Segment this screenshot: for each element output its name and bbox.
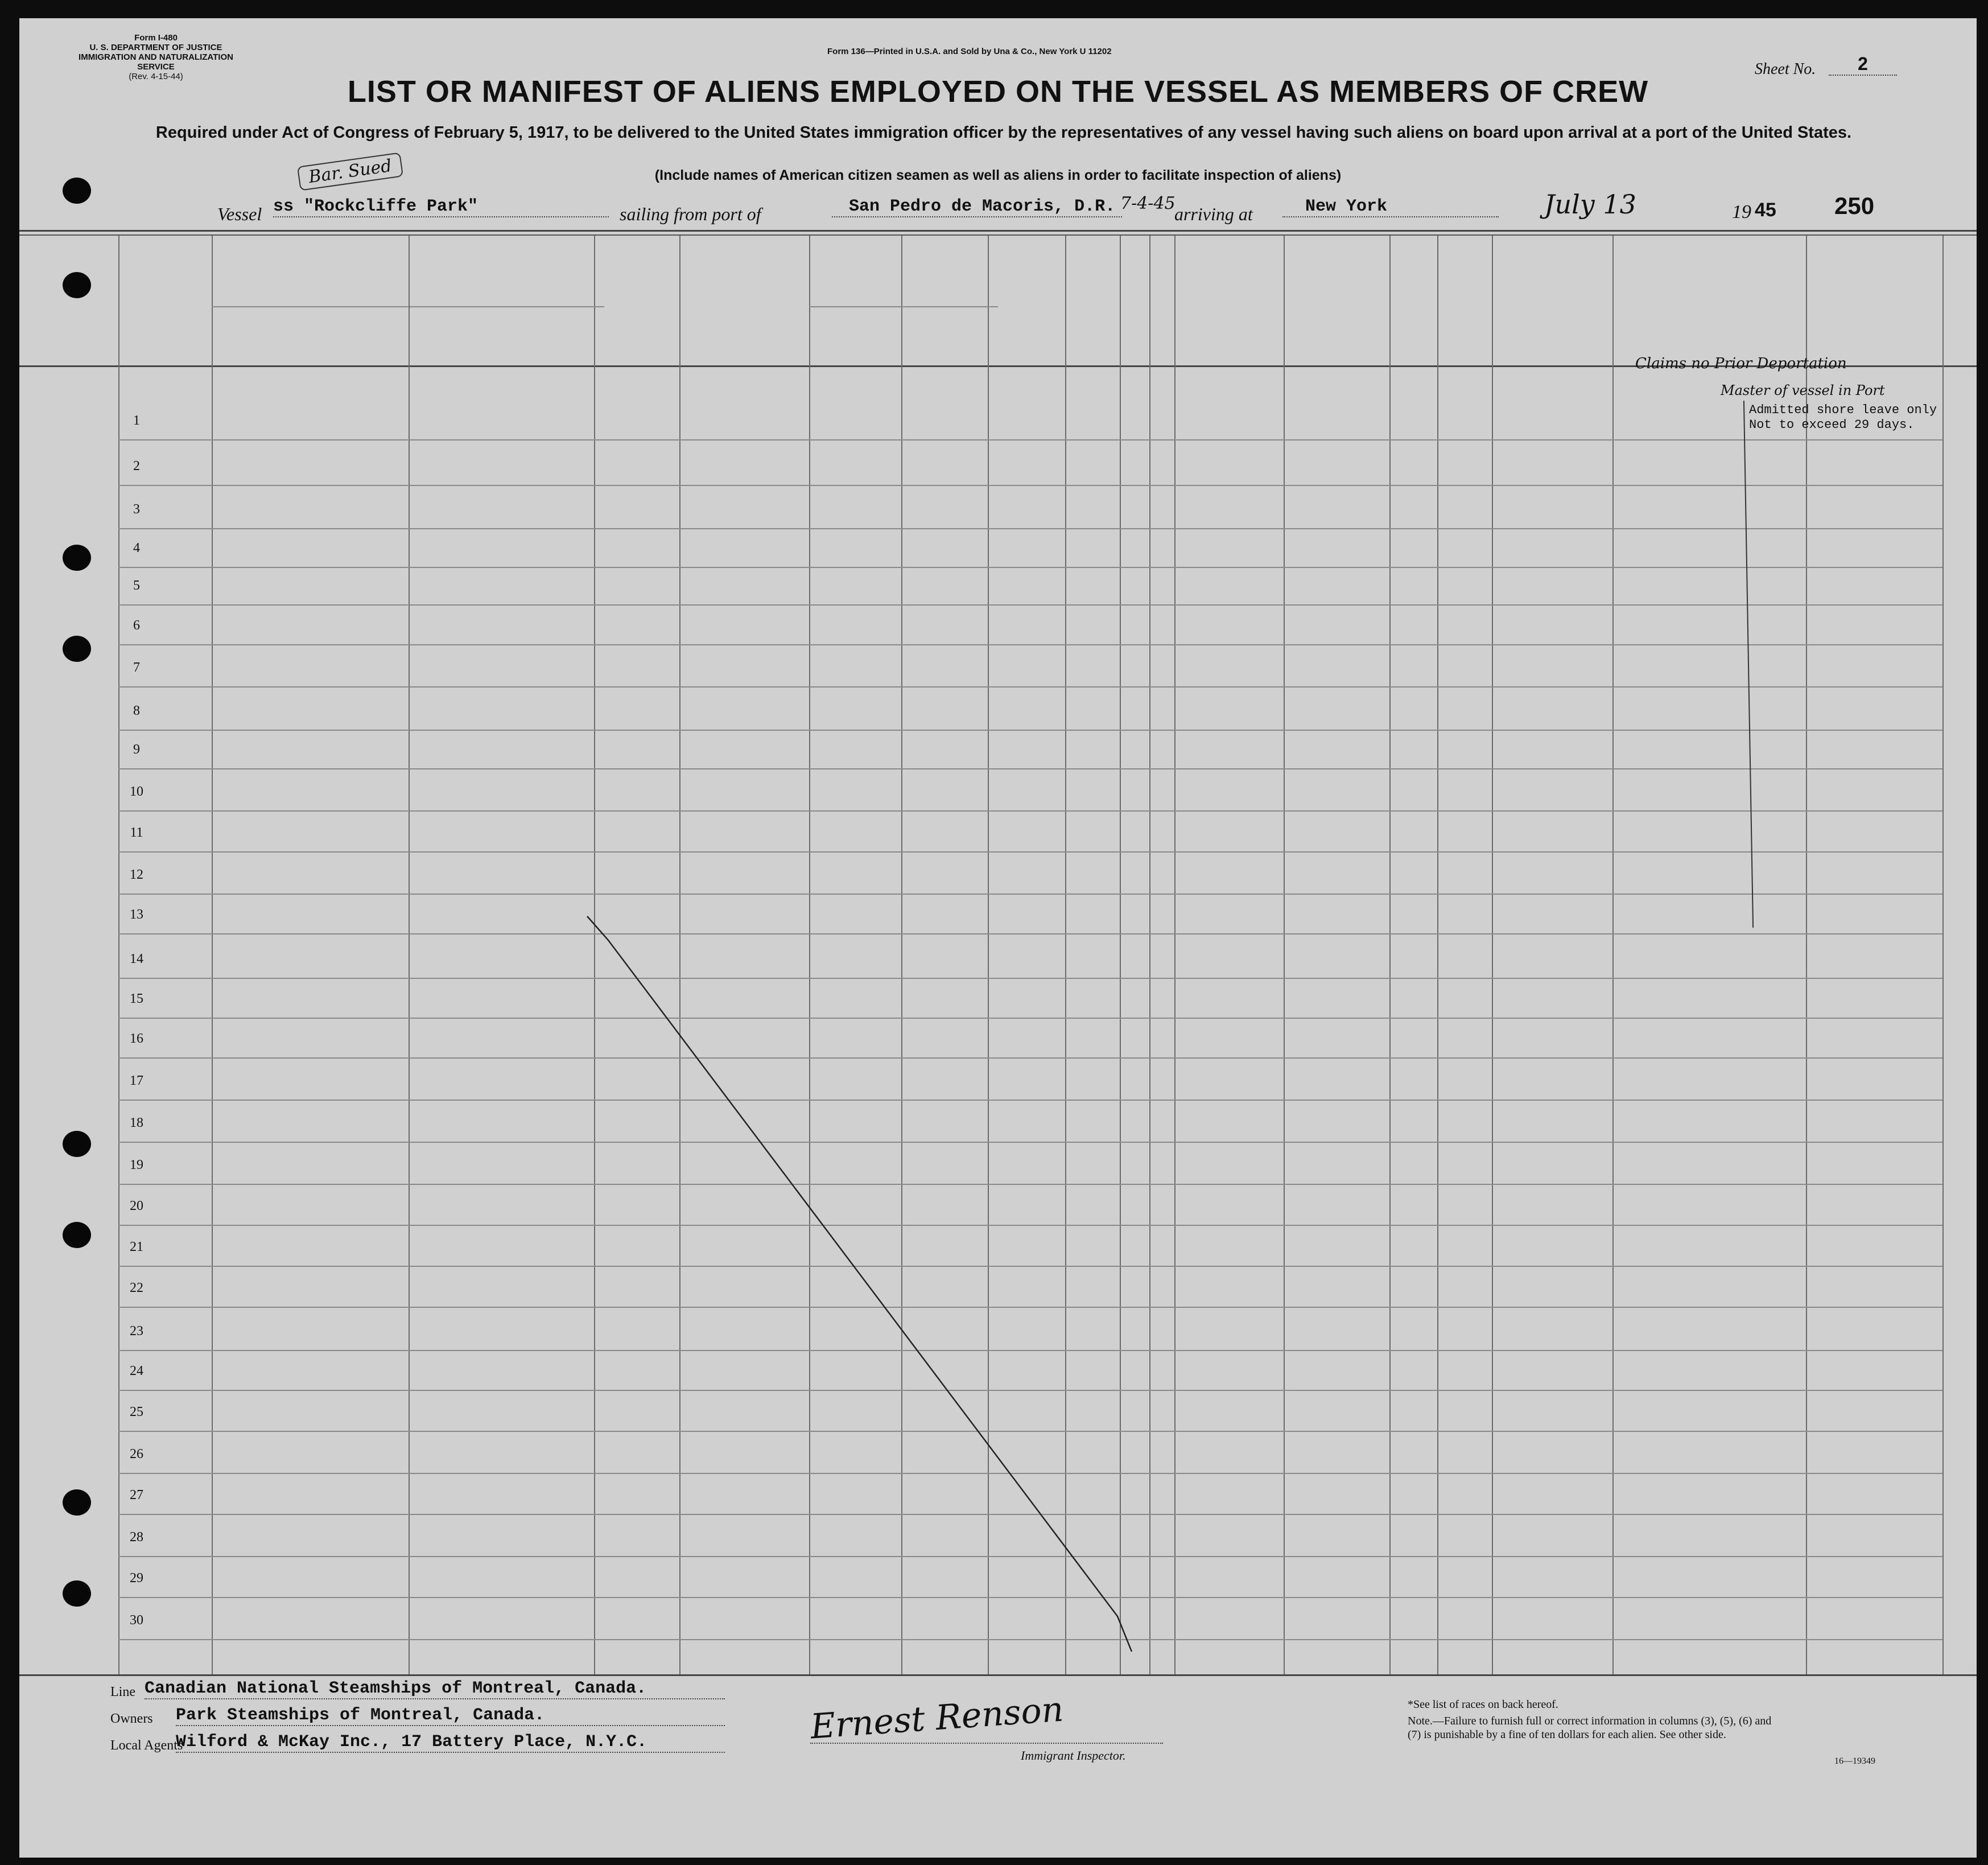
row-number: 21 <box>130 1240 143 1254</box>
row-number: 25 <box>130 1405 143 1419</box>
form-code: 16—19349 <box>1834 1756 1875 1766</box>
form-number: Form I-480 <box>134 33 178 43</box>
agents-label: Local Agents <box>110 1738 183 1753</box>
subtitle: Required under Act of Congress of February 5, 1917, to be delivered to the United States immigration officer by the representatives of any vessel having such aliens on board upon arrival at a port of the United States. <box>155 123 1852 142</box>
revision: (Rev. 4-15-44) <box>129 72 183 81</box>
row-number: 4 <box>133 541 140 555</box>
row-number: 18 <box>130 1115 143 1130</box>
year: 45 <box>1755 199 1776 221</box>
row-number: 3 <box>133 502 140 517</box>
row-number: 29 <box>130 1571 143 1586</box>
sheet-number: 2 <box>1829 53 1897 76</box>
race-footnote: *See list of races on back hereof. <box>1408 1698 1558 1711</box>
row-number: 20 <box>130 1199 143 1213</box>
penalty-note: Note.—Failure to furnish full or correct information in columns (3), (5), (6) and (7) is punishable by a fine of ten dollars for each alien. See other side. <box>1408 1715 1772 1741</box>
vessel-name: ss "Rockcliffe Park" <box>273 197 609 217</box>
handwritten-stamp: Bar. Sued <box>297 152 403 191</box>
row-number: 16 <box>130 1031 143 1046</box>
from-port: San Pedro de Macoris, D.R. <box>832 197 1122 217</box>
inspector-signature: Ernest Renson <box>809 1689 1065 1747</box>
signature-line <box>810 1743 1163 1744</box>
row-number: 7 <box>133 660 140 675</box>
strikeout-diagonal-line <box>19 18 1977 1858</box>
owners-value: Park Steamships of Montreal, Canada. <box>176 1706 725 1726</box>
line-label: Line <box>110 1685 135 1699</box>
arrival-date-handwritten: July 13 <box>1544 189 1636 220</box>
row-number: 5 <box>133 578 140 593</box>
owners-label: Owners <box>110 1711 153 1726</box>
printer-line: Form 136—Printed in U.S.A. and Sold by Una & Co., New York U 11202 <box>827 47 1112 56</box>
row-number: 24 <box>130 1364 143 1378</box>
year-prefix: 19 <box>1732 201 1751 223</box>
row-number: 12 <box>130 867 143 882</box>
include-note: (Include names of American citizen seamen as well as aliens in order to facilitate inspection of aliens) <box>654 167 1342 183</box>
remark-typed-2: Not to exceed 29 days. <box>1749 418 1915 432</box>
row-number: 10 <box>130 784 143 799</box>
page-title: LIST OR MANIFEST OF ALIENS EMPLOYED ON THE VESSEL AS MEMBERS OF CREW <box>347 75 1649 109</box>
row-number: 19 <box>130 1158 143 1172</box>
row-number: 17 <box>130 1073 143 1088</box>
remark-typed-1: Admitted shore leave only <box>1749 403 1937 417</box>
row-number: 14 <box>130 952 143 966</box>
row-number: 27 <box>130 1488 143 1502</box>
vessel-label: Vessel <box>217 204 262 224</box>
department: U. S. DEPARTMENT OF JUSTICE <box>89 43 222 52</box>
row-number: 22 <box>130 1281 143 1295</box>
arriving-port: New York <box>1282 197 1499 217</box>
row-number: 1 <box>133 413 140 428</box>
remark-handwritten-2: Master of vessel in Port <box>1721 382 1885 398</box>
manifest-sheet <box>19 18 1977 1858</box>
agents-value: Wilford & McKay Inc., 17 Battery Place, N.Y.C. <box>176 1732 725 1753</box>
row-number: 13 <box>130 907 143 922</box>
row-number: 15 <box>130 991 143 1006</box>
from-date-handwritten: 7-4-45 <box>1120 194 1176 213</box>
service-name: IMMIGRATION AND NATURALIZATION SERVICE <box>79 52 233 72</box>
row-number: 6 <box>133 618 140 633</box>
row-number: 23 <box>130 1324 143 1339</box>
arriving-label: arriving at <box>1174 204 1253 224</box>
row-number: 30 <box>130 1613 143 1628</box>
list-number: 250 <box>1834 192 1875 219</box>
remark-handwritten-1: Claims no Prior Deportation <box>1635 355 1847 372</box>
row-number: 26 <box>130 1447 143 1461</box>
row-number: 11 <box>130 825 143 840</box>
row-number: 28 <box>130 1530 143 1545</box>
row-number: 8 <box>133 703 140 718</box>
row-number: 9 <box>133 742 140 757</box>
row-number: 2 <box>133 459 140 474</box>
inspector-label: Immigrant Inspector. <box>1021 1748 1126 1763</box>
sailing-label: sailing from port of <box>620 204 761 224</box>
sheet-label: Sheet No. <box>1755 60 1816 78</box>
line-value: Canadian National Steamships of Montreal, Canada. <box>145 1679 725 1699</box>
